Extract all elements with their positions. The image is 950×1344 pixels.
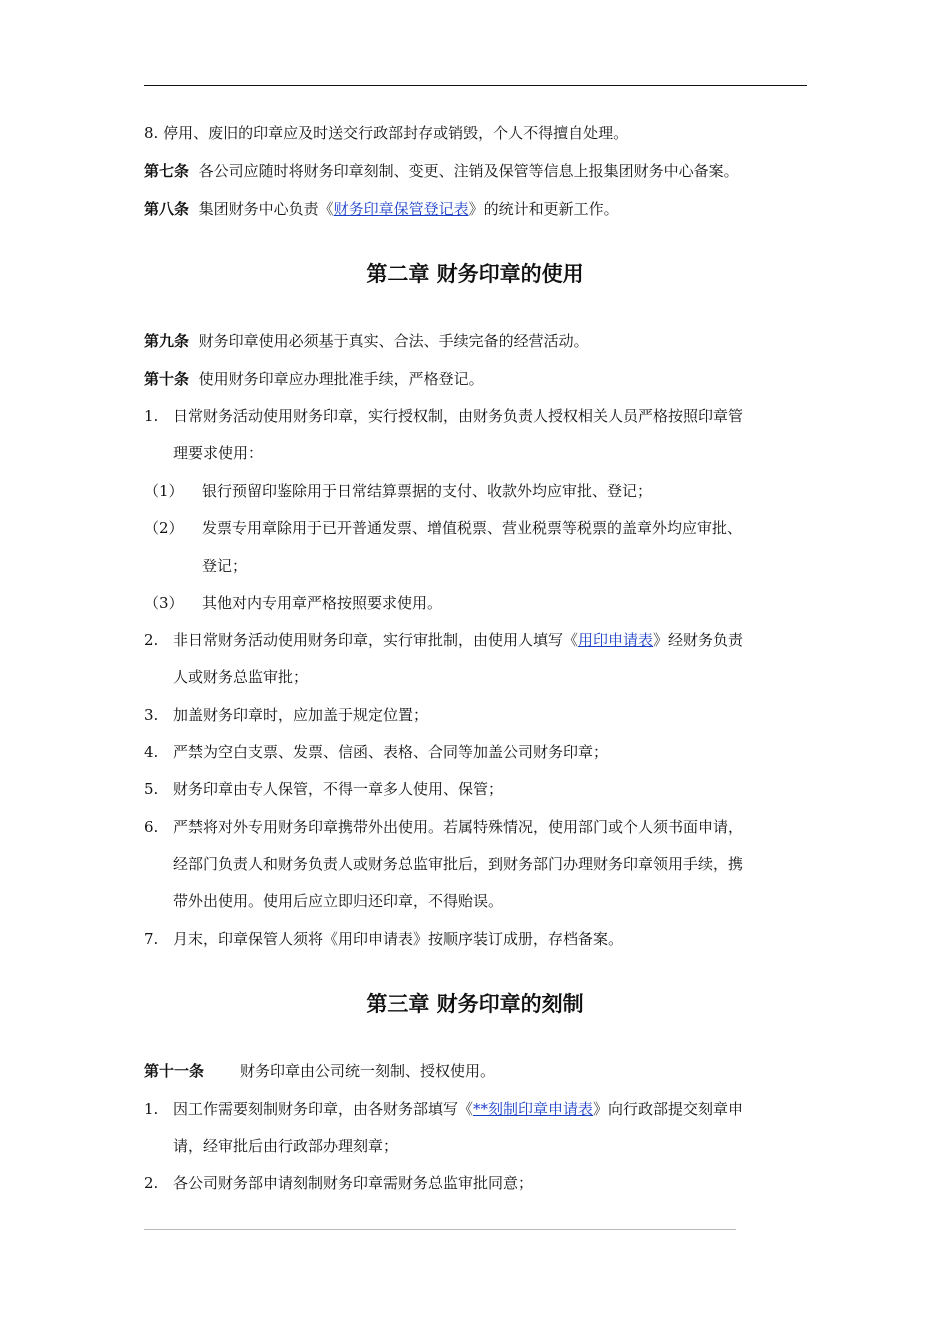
sub-item-2-line-2: 登记； bbox=[202, 557, 248, 575]
item-8: 8. 停用、废旧的印章应及时送交行政部封存或销毁，个人不得擅自处理。 bbox=[144, 124, 629, 142]
article-7 bbox=[144, 161, 739, 181]
article-8 bbox=[144, 199, 619, 219]
engrave-item-1-line-1 bbox=[173, 1099, 743, 1119]
article-7-text: 各公司应随时将财务印章刻制、变更、注销及保管等信息上报集团财务中心备案。 bbox=[198, 162, 739, 180]
chapter-3-heading: 第三章 财务印章的刻制 bbox=[366, 992, 584, 1016]
article-7-label: 第七条 bbox=[144, 162, 190, 180]
list-item-2-pre: 非日常财务活动使用财务印章，实行审批制，由使用人填写《 bbox=[173, 631, 579, 649]
article-8-post: 》的统计和更新工作。 bbox=[468, 200, 619, 218]
list-num-4: 4. bbox=[144, 743, 159, 761]
footer-rule bbox=[144, 1229, 736, 1230]
engrave-application-link[interactable]: **刻制印章申请表 bbox=[473, 1100, 594, 1118]
list-num-1: 1. bbox=[144, 407, 159, 425]
list-item-5: 财务印章由专人保管，不得一章多人使用、保管； bbox=[173, 780, 504, 798]
engrave-item-2: 各公司财务部申请刻制财务印章需财务总监审批同意； bbox=[173, 1174, 534, 1192]
list-item-6-line-2: 经部门负责人和财务负责人或财务总监审批后，到财务部门办理财务印章领用手续，携 bbox=[173, 855, 744, 873]
article-8-label: 第八条 bbox=[144, 200, 190, 218]
article-10-text: 使用财务印章应办理批准手续，严格登记。 bbox=[198, 370, 484, 388]
list-item-1-line-2: 理要求使用： bbox=[173, 444, 264, 462]
engrave-item-1-line-2: 请，经审批后由行政部办理刻章； bbox=[173, 1137, 399, 1155]
list-item-7: 月末，印章保管人须将《用印申请表》按顺序装订成册，存档备案。 bbox=[173, 930, 624, 948]
list-item-1-line-1: 日常财务活动使用财务印章，实行授权制，由财务负责人授权相关人员严格按照印章管 bbox=[173, 407, 744, 425]
list-num-2: 2. bbox=[144, 631, 159, 649]
article-11 bbox=[144, 1061, 495, 1081]
article-9-label: 第九条 bbox=[144, 332, 190, 350]
engrave-num-2: 2. bbox=[144, 1174, 159, 1192]
article-10 bbox=[144, 369, 484, 389]
article-9-text: 财务印章使用必须基于真实、合法、手续完备的经营活动。 bbox=[198, 332, 589, 350]
article-11-text: 财务印章由公司统一刻制、授权使用。 bbox=[240, 1062, 496, 1080]
list-item-4: 严禁为空白支票、发票、信函、表格、合同等加盖公司财务印章； bbox=[173, 743, 609, 761]
list-item-6-line-1: 严禁将对外专用财务印章携带外出使用。若属特殊情况，使用部门或个人须书面申请， bbox=[173, 818, 744, 836]
list-num-7: 7. bbox=[144, 930, 159, 948]
list-item-3: 加盖财务印章时，应加盖于规定位置； bbox=[173, 706, 429, 724]
engrave-item-1-pre: 因工作需要刻制财务印章，由各财务部填写《 bbox=[173, 1100, 474, 1118]
list-item-6-line-3: 带外出使用。使用后应立即归还印章，不得贻误。 bbox=[173, 892, 504, 910]
engrave-item-1-post: 》向行政部提交刻章申 bbox=[593, 1100, 744, 1118]
list-item-2-post: 》经财务负责 bbox=[653, 631, 744, 649]
list-num-3: 3. bbox=[144, 706, 159, 724]
article-10-label: 第十条 bbox=[144, 370, 190, 388]
sub-item-3: 其他对内专用章严格按照要求使用。 bbox=[202, 594, 443, 612]
article-11-label: 第十一条 bbox=[144, 1062, 205, 1080]
header-rule bbox=[144, 85, 807, 86]
sub-num-2: （2） bbox=[144, 519, 184, 537]
article-8-pre: 集团财务中心负责《 bbox=[198, 200, 334, 218]
sub-num-1: （1） bbox=[144, 482, 184, 500]
seal-register-link[interactable]: 财务印章保管登记表 bbox=[333, 200, 469, 218]
chapter-2-heading: 第二章 财务印章的使用 bbox=[366, 262, 584, 286]
list-item-2-line-2: 人或财务总监审批； bbox=[173, 668, 309, 686]
list-num-6: 6. bbox=[144, 818, 159, 836]
list-num-5: 5. bbox=[144, 780, 159, 798]
article-9 bbox=[144, 331, 589, 351]
sub-item-2-line-1: 发票专用章除用于已开普通发票、增值税票、营业税票等税票的盖章外均应审批、 bbox=[202, 519, 743, 537]
list-item-2-line-1 bbox=[173, 630, 743, 650]
sub-num-3: （3） bbox=[144, 594, 184, 612]
seal-application-link[interactable]: 用印申请表 bbox=[578, 631, 654, 649]
sub-item-1: 银行预留印鉴除用于日常结算票据的支付、收款外均应审批、登记； bbox=[202, 482, 653, 500]
engrave-num-1: 1. bbox=[144, 1100, 159, 1118]
